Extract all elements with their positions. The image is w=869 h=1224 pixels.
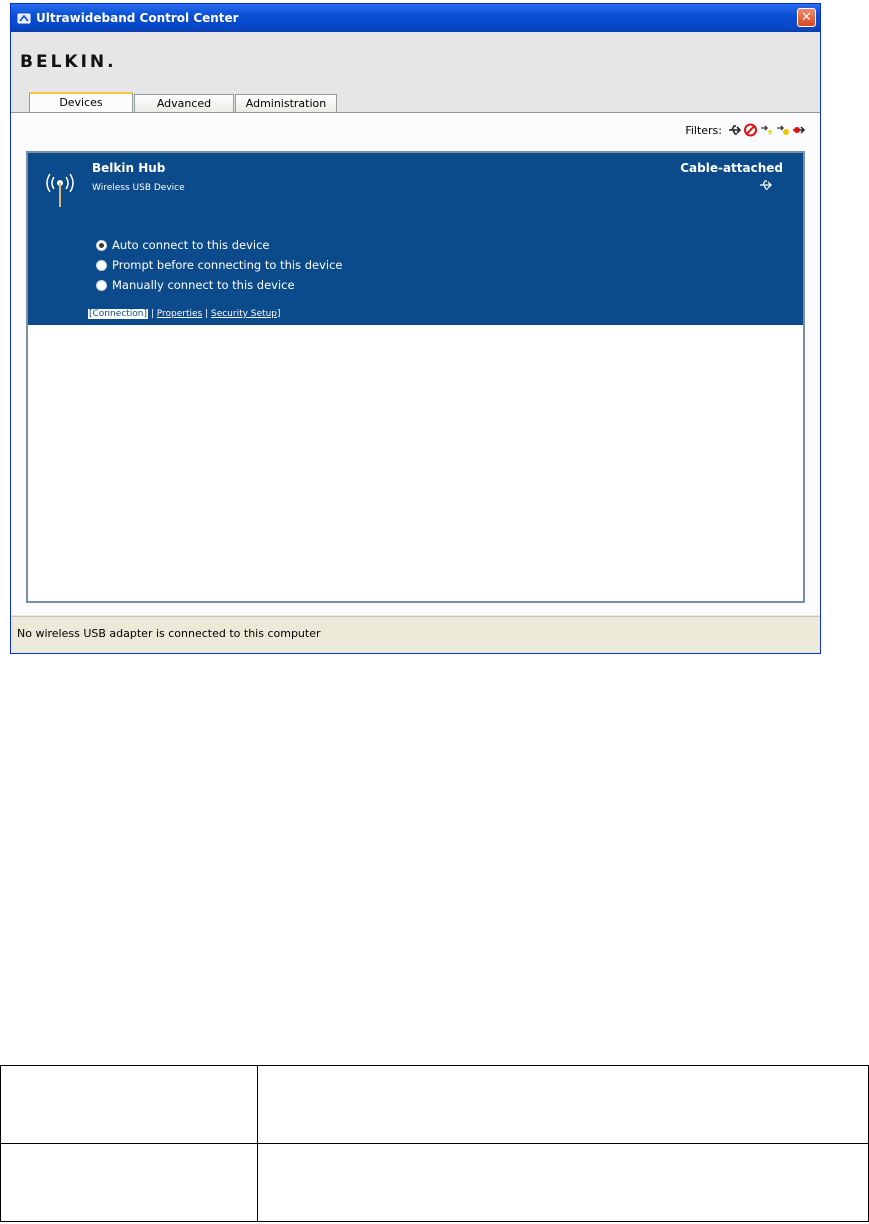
link-separator: | (147, 309, 157, 319)
option-manual-connect-label: Manually connect to this device (112, 278, 295, 292)
usb-cable-icon (759, 179, 773, 191)
connection-options (96, 235, 342, 295)
option-prompt-connect[interactable] (96, 255, 342, 275)
antenna-icon (40, 169, 80, 209)
document-table (0, 1065, 869, 1222)
devices-panel (11, 112, 820, 615)
tab-administration[interactable]: Administration (235, 94, 337, 112)
status-bar (11, 616, 820, 653)
option-manual-connect[interactable] (96, 275, 342, 295)
yellow-filter-icon[interactable] (775, 123, 790, 137)
device-list (26, 151, 805, 603)
device-status: Cable-attached (680, 161, 783, 175)
link-separator: | (202, 309, 211, 319)
tab-devices[interactable]: Devices (29, 92, 133, 113)
device-type: Wireless USB Device (92, 183, 185, 193)
red-filter-icon[interactable] (791, 123, 806, 137)
radio-manual-connect[interactable] (96, 280, 107, 291)
close-button[interactable]: ✕ (797, 8, 816, 27)
table-cell (1, 1144, 258, 1222)
tab-advanced[interactable]: Advanced (134, 94, 234, 112)
radio-prompt-connect[interactable] (96, 260, 107, 271)
table-cell (258, 1144, 869, 1222)
filters-label: Filters: (685, 123, 722, 137)
table-row (1, 1144, 869, 1222)
window-title: Ultrawideband Control Center (36, 11, 239, 25)
option-auto-connect[interactable] (96, 235, 342, 255)
filters-bar (685, 123, 806, 137)
device-card[interactable] (28, 153, 803, 325)
status-text: No wireless USB adapter is connected to this computer (17, 627, 321, 640)
blocked-filter-icon[interactable] (743, 123, 758, 137)
device-links (88, 309, 281, 319)
option-auto-connect-label: Auto connect to this device (112, 238, 270, 252)
option-prompt-connect-label: Prompt before connecting to this device (112, 258, 343, 272)
control-center-window (10, 3, 821, 654)
connection-link[interactable]: [Connection] (89, 309, 147, 319)
belkin-logo: BELKIN. (20, 52, 117, 72)
usb-filter-icon[interactable] (727, 123, 742, 137)
properties-link[interactable]: Properties (156, 309, 203, 319)
title-bar[interactable] (11, 4, 820, 32)
table-row (1, 1066, 869, 1144)
link-bracket: ] (277, 309, 281, 319)
table-cell (1, 1066, 258, 1144)
table-cell (258, 1066, 869, 1144)
security-setup-link[interactable]: Security Setup (210, 309, 277, 319)
app-icon (17, 12, 32, 25)
wireless-filter-icon[interactable] (759, 123, 774, 137)
radio-auto-connect[interactable] (96, 240, 107, 251)
tab-strip (29, 90, 338, 112)
device-name: Belkin Hub (92, 161, 166, 175)
